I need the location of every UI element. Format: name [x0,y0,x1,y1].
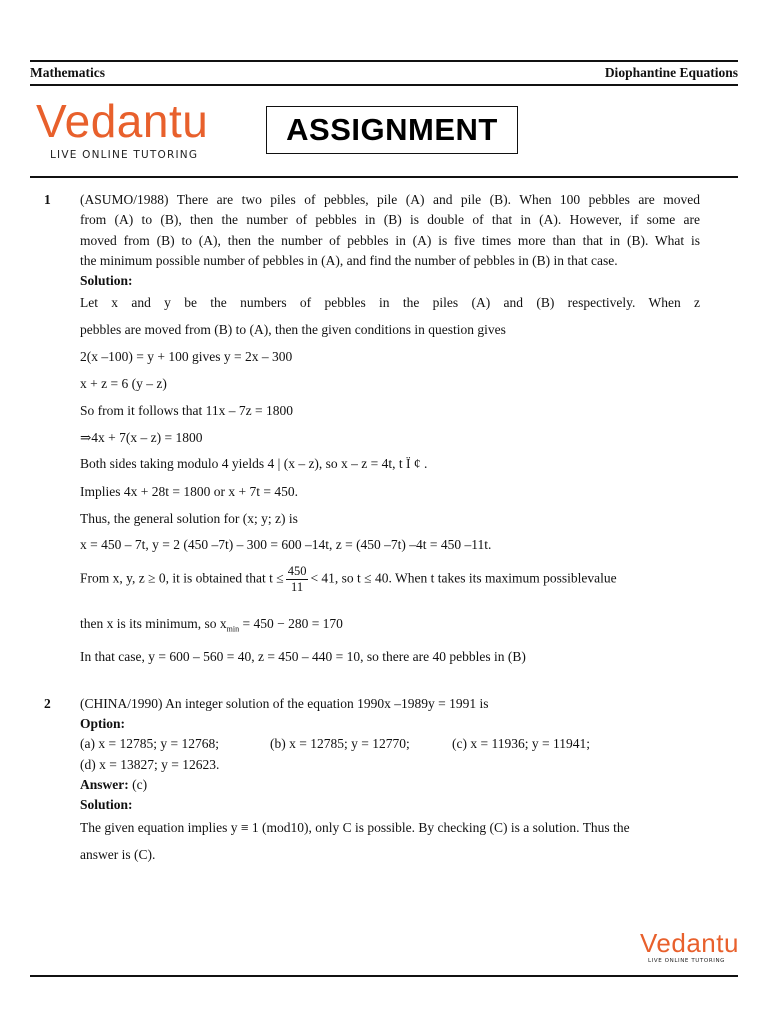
q2-option-b: (b) x = 12785; y = 12770; [270,736,410,751]
q1-conclusion: In that case, y = 600 – 560 = 40, z = 450 – 440 = 10, so there are 40 pebbles in (B) [80,649,526,664]
logo-tagline: LIVE ONLINE TUTORING [50,149,199,161]
q1-statement-line-3: moved from (B) to (A), then the number of pebbles in (A) is five times more than that in (B). What is [80,233,700,248]
q1-solution-label: Solution: [80,273,133,288]
section-rule [30,176,738,178]
q1-max-t-line [80,564,617,595]
assignment-title-box [266,106,518,154]
q2-solution-line-1: The given equation implies y ≡ 1 (mod10), only C is possible. By checking (C) is a solution. Thus the [80,820,630,835]
footer-rule [30,975,738,977]
question-2-number: 2 [44,696,51,711]
fraction-denominator: 11 [291,580,304,594]
question-1-number: 1 [44,192,51,207]
q1-general-solution: x = 450 – 7t, y = 2 (450 –7t) – 300 = 600 –14t, z = (450 –7t) –4t = 450 –11t. [80,537,492,552]
q1-solution-line-2: pebbles are moved from (B) to (A), then the given conditions in question gives [80,322,506,337]
header-rule [30,84,738,86]
q2-statement: (CHINA/1990) An integer solution of the equation 1990x –1989y = 1991 is [80,696,489,711]
q2-solution-line-2: answer is (C). [80,847,156,862]
q1-statement-line-4: the minimum possible number of pebbles in (A), and find the number of pebbles in (B) in that case. [80,253,618,268]
q1-max-t-post: . When t takes its maximum possiblevalue [388,570,617,586]
footer-logo-wordmark: Vedantu [640,928,739,958]
footer-logo-tagline: LIVE ONLINE TUTORING [648,958,726,964]
q1-min-x-pre: then x is its minimum, so x [80,616,227,631]
fraction-numerator: 450 [287,564,307,578]
header-topic: Diophantine Equations [604,65,738,80]
q2-answer-value: (c) [128,777,148,792]
logo-wordmark: Vedantu [36,95,209,147]
q1-statement-line-1: (ASUMO/1988) There are two piles of pebbles, pile (A) and pile (B). When 100 pebbles are moved [80,192,700,207]
q1-solution-line-8: Implies 4x + 28t = 1800 or x + 7t = 450. [80,484,298,499]
q2-solution-label: Solution: [80,797,133,812]
q2-option-a: (a) x = 12785; y = 12768; [80,736,219,751]
header-subject: Mathematics [30,65,105,80]
q1-equation-2: x + z = 6 (y – z) [80,376,167,391]
q2-answer-label: Answer: [80,777,129,792]
q1-min-subscript: min [226,624,240,634]
q1-solution-line-1: Let x and y be the numbers of pebbles in the piles (A) and (B) respectively. When z [80,295,700,310]
vedantu-logo [36,95,209,161]
q2-option-c: (c) x = 11936; y = 11941; [452,736,590,751]
q1-statement-line-2: from (A) to (B), then the number of pebbles in (B) is double of that in (A). However, if some are [80,212,700,227]
q1-solution-line-5: So from it follows that 11x – 7z = 1800 [80,403,293,418]
q1-max-t-mid: < 41, so t ≤ 40 [310,570,389,586]
q1-min-x-post: = 450 − 280 = 170 [239,616,343,631]
q1-solution-line-6: ⇒4x + 7(x – z) = 1800 [80,430,203,445]
q2-option-d: (d) x = 13827; y = 12623. [80,757,220,772]
q2-answer-line [80,777,147,793]
top-rule [30,60,738,62]
q2-option-label: Option: [80,716,126,731]
q1-equation-1: 2(x –100) = y + 100 gives y = 2x – 300 [80,349,293,364]
q1-min-x-line [80,616,343,634]
q1-solution-line-9: Thus, the general solution for (x; y; z) is [80,511,298,526]
q1-solution-line-7: Both sides taking modulo 4 yields 4 | (x – z), so x – z = 4t, t Ï ¢ . [80,456,428,471]
footer-vedantu-logo [640,930,739,964]
fraction-450-over-11 [286,564,309,595]
assignment-title: ASSIGNMENT [286,112,498,147]
q1-max-t-pre: From x, y, z ≥ 0, it is obtained that t ≤ [80,570,284,586]
